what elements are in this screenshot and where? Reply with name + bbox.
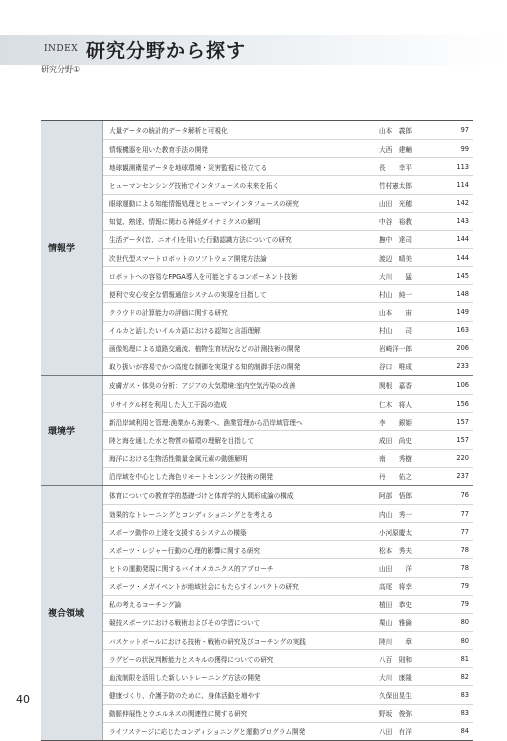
page-ref: 84 bbox=[460, 727, 469, 736]
research-title: 私の考えるコーチング論 bbox=[109, 601, 182, 610]
page-title: 研究分野から探す bbox=[86, 40, 247, 62]
researcher-name: 竹村憲太郎 bbox=[379, 181, 412, 190]
page-subtitle: 研究分野① bbox=[41, 65, 81, 74]
researcher-name: 大川 康隆 bbox=[379, 673, 412, 682]
researcher-name: 李 銀姫 bbox=[379, 418, 412, 427]
table-row bbox=[103, 449, 473, 467]
research-title: 知覚、熟達、情報に関わる神経ダイナミクスの解明 bbox=[109, 218, 261, 227]
page-ref: 220 bbox=[456, 454, 469, 463]
research-title: 情報機器を用いた教育手法の開発 bbox=[109, 145, 208, 154]
table-row bbox=[103, 595, 473, 613]
researcher-name: 丹 佑之 bbox=[379, 473, 412, 482]
page-ref: 106 bbox=[456, 381, 469, 390]
table-row bbox=[103, 430, 473, 448]
researcher-name: 高尾 将幸 bbox=[379, 583, 412, 592]
researcher-name: 関根 嘉香 bbox=[379, 382, 412, 391]
research-title: 健康づくり、介護予防のために、身体活動を増やす bbox=[109, 691, 261, 700]
page-ref: 79 bbox=[460, 600, 469, 609]
page-ref: 157 bbox=[456, 417, 469, 426]
research-title: 取り扱いが容易でかつ高度な制御を実現する知的制御手法の開発 bbox=[109, 363, 301, 372]
research-title: スポーツ・レジャー行動の心理的影響に関する研究 bbox=[109, 546, 261, 555]
researcher-name: 八百 則和 bbox=[379, 655, 412, 664]
research-title: 陸と海を通した水と物質の循環の理解を目指して bbox=[109, 436, 255, 445]
researcher-name: 八田 有洋 bbox=[379, 728, 412, 737]
table-row bbox=[103, 504, 473, 522]
table-row bbox=[103, 394, 473, 412]
section-label: 情報学 bbox=[41, 121, 103, 375]
research-title: ヒトの運動発現に関するバイオメカニクス的アプローチ bbox=[109, 564, 274, 573]
table-row bbox=[103, 266, 473, 284]
page-ref: 97 bbox=[460, 126, 469, 135]
researcher-name: 成田 尚史 bbox=[379, 436, 412, 445]
research-title: 皮膚ガス・体臭の分析：アジアの大気環境:室内空気汚染の改善 bbox=[109, 382, 296, 391]
page-ref: 157 bbox=[456, 435, 469, 444]
researcher-name: 小河原慶太 bbox=[379, 528, 412, 537]
page-ref: 143 bbox=[456, 217, 469, 226]
research-title: ヒューマンセンシング技術でインタフェースの未来を拓く bbox=[109, 181, 280, 190]
researcher-name: 阿部 悟郎 bbox=[379, 491, 412, 500]
table-row bbox=[103, 121, 473, 139]
table-row bbox=[103, 558, 473, 576]
research-title: ラグビーの状況判断能力とスキルの獲得についての研究 bbox=[109, 655, 274, 664]
researcher-name: 仁木 将人 bbox=[379, 400, 412, 409]
researcher-name: 陸川 章 bbox=[379, 637, 412, 646]
research-title: 眼球運動による知能情報処理とヒューマンインタフェースの研究 bbox=[109, 200, 299, 209]
researcher-name: 撫中 達司 bbox=[379, 236, 412, 245]
research-title: 海洋における生物活性微量金属元素の動態解明 bbox=[109, 455, 248, 464]
research-title: 競技スポーツにおける戦術およびその学習について bbox=[109, 619, 261, 628]
researcher-name: 植田 恭史 bbox=[379, 601, 412, 610]
research-title: 大量データの統計的データ解析と可視化 bbox=[109, 127, 228, 136]
section bbox=[41, 121, 473, 375]
researcher-name: 野坂 俊弥 bbox=[379, 710, 412, 719]
table-row bbox=[103, 248, 473, 266]
section-rows bbox=[103, 121, 473, 375]
page-ref: 77 bbox=[460, 509, 469, 518]
page-ref: 144 bbox=[456, 253, 469, 262]
page-ref: 78 bbox=[460, 545, 469, 554]
section bbox=[41, 485, 473, 740]
research-title: リサイクル材を利用した人工干潟の造成 bbox=[109, 400, 227, 409]
research-title: 便利で安心安全な情報通信システムの実現を目指して bbox=[109, 290, 267, 299]
research-title: 新沿岸域利用と管理:漁業から海業へ、漁業管理から沿岸域管理へ bbox=[109, 418, 303, 427]
page-ref: 81 bbox=[460, 654, 469, 663]
table-row bbox=[103, 704, 473, 722]
researcher-name: 大西 建輔 bbox=[379, 145, 412, 154]
page-number: 40 bbox=[16, 693, 30, 706]
research-title: クラウドの計算能力の評価に関する研究 bbox=[109, 308, 228, 317]
research-title: 血流制限を活用した新しいトレーニング方法の開発 bbox=[109, 673, 261, 682]
researcher-name: 栗山 雅倫 bbox=[379, 619, 412, 628]
researcher-name: 松本 秀夫 bbox=[379, 546, 412, 555]
table-row bbox=[103, 230, 473, 248]
page-ref: 144 bbox=[456, 235, 469, 244]
table-row bbox=[103, 376, 473, 394]
table-row bbox=[103, 357, 473, 375]
researcher-name: 山田 光穂 bbox=[379, 200, 412, 209]
section-label: 環境学 bbox=[41, 376, 103, 485]
page-ref: 156 bbox=[456, 399, 469, 408]
research-title: ロボットへの容易なFPGA導入を可能とするコンポーネント技術 bbox=[109, 272, 298, 281]
researcher-name: 岩崎洋一郎 bbox=[379, 345, 412, 354]
section-rows bbox=[103, 486, 473, 740]
table-row bbox=[103, 577, 473, 595]
researcher-name: 村山 純一 bbox=[379, 290, 412, 299]
page-ref: 114 bbox=[456, 180, 469, 189]
page-ref: 99 bbox=[460, 144, 469, 153]
table-row bbox=[103, 522, 473, 540]
page-ref: 76 bbox=[460, 490, 469, 499]
page-ref: 163 bbox=[456, 326, 469, 335]
table-row bbox=[103, 667, 473, 685]
researcher-name: 中谷 裕教 bbox=[379, 218, 412, 227]
researcher-name: 山本 義郎 bbox=[379, 127, 412, 136]
table-row bbox=[103, 284, 473, 302]
research-title: 効果的なトレーニングとコンディショニングとを考える bbox=[109, 510, 274, 519]
table-row bbox=[103, 685, 473, 703]
researcher-name: 長 幸平 bbox=[379, 163, 412, 172]
page-ref: 149 bbox=[456, 307, 469, 316]
section-rows bbox=[103, 376, 473, 485]
table-row bbox=[103, 302, 473, 320]
researcher-name: 谷口 唯成 bbox=[379, 363, 412, 372]
page-ref: 113 bbox=[456, 162, 469, 171]
research-title: 地球観測衛星データを地球環境・災害監視に役立てる bbox=[109, 163, 268, 172]
table-row bbox=[103, 467, 473, 485]
researcher-name: 山田 洋 bbox=[379, 564, 412, 573]
page-ref: 80 bbox=[460, 618, 469, 627]
table-row bbox=[103, 139, 473, 157]
page-ref: 83 bbox=[460, 709, 469, 718]
researcher-name: 渡辺 晴美 bbox=[379, 254, 412, 263]
page-ref: 237 bbox=[456, 472, 469, 481]
researcher-name: 内山 秀一 bbox=[379, 510, 412, 519]
research-title: スポーツ動作の上達を支援するシステムの構築 bbox=[109, 528, 247, 537]
page-ref: 79 bbox=[460, 582, 469, 591]
research-title: バスケットボールにおける技術・戦術の研究及びコーチングの実践 bbox=[109, 637, 306, 646]
table-row bbox=[103, 321, 473, 339]
page-ref: 82 bbox=[460, 672, 469, 681]
research-title: 画像処理による道路交通流、植物生育状況などの計測技術の開発 bbox=[109, 345, 301, 354]
table-row bbox=[103, 194, 473, 212]
table-row bbox=[103, 412, 473, 430]
section bbox=[41, 375, 473, 485]
page-ref: 145 bbox=[456, 271, 469, 280]
researcher-name: 村山 司 bbox=[379, 327, 412, 336]
research-title: 生活データ(音、ニオイ)を用いた行動認識方法についての研究 bbox=[109, 236, 292, 245]
table-row bbox=[103, 175, 473, 193]
table-row bbox=[103, 339, 473, 357]
page-ref: 233 bbox=[456, 362, 469, 371]
table-row bbox=[103, 722, 473, 740]
table-row bbox=[103, 212, 473, 230]
research-title: イルカと話したいイルカ語における認知と言語理解 bbox=[109, 327, 261, 336]
researcher-name: 久保田晃生 bbox=[379, 691, 412, 700]
research-title: 動脈伸展性とウエルネスの関連性に関する研究 bbox=[109, 710, 248, 719]
page-ref: 142 bbox=[456, 199, 469, 208]
research-title: 次世代型スマートロボットのソフトウェア開発方法論 bbox=[109, 254, 267, 263]
research-title: スポーツ・メガイベントが地域社会にもたらすインパクトの研究 bbox=[109, 583, 299, 592]
table-row bbox=[103, 157, 473, 175]
research-title: 体育についての教育学的基礎づけと体育学的人間形成論の構成 bbox=[109, 491, 294, 500]
researcher-name: 大川 猛 bbox=[379, 272, 412, 281]
page-ref: 77 bbox=[460, 527, 469, 536]
research-title: ライフステージに応じたコンディショニングと運動プログラム開発 bbox=[109, 728, 306, 737]
table-row bbox=[103, 540, 473, 558]
table-row bbox=[103, 486, 473, 504]
research-title: 沿岸域を中心とした海色リモートセンシング技術の開発 bbox=[109, 473, 273, 482]
research-index-table bbox=[41, 120, 473, 741]
page-ref: 83 bbox=[460, 690, 469, 699]
researcher-name: 山本 宙 bbox=[379, 308, 412, 317]
index-label: INDEX bbox=[44, 44, 79, 54]
table-row bbox=[103, 649, 473, 667]
researcher-name: 南 秀樹 bbox=[379, 455, 412, 464]
section-label: 複合領域 bbox=[41, 486, 103, 740]
table-row bbox=[103, 631, 473, 649]
table-row bbox=[103, 613, 473, 631]
page-ref: 78 bbox=[460, 563, 469, 572]
page-ref: 206 bbox=[456, 344, 469, 353]
page-ref: 148 bbox=[456, 289, 469, 298]
page-ref: 80 bbox=[460, 636, 469, 645]
